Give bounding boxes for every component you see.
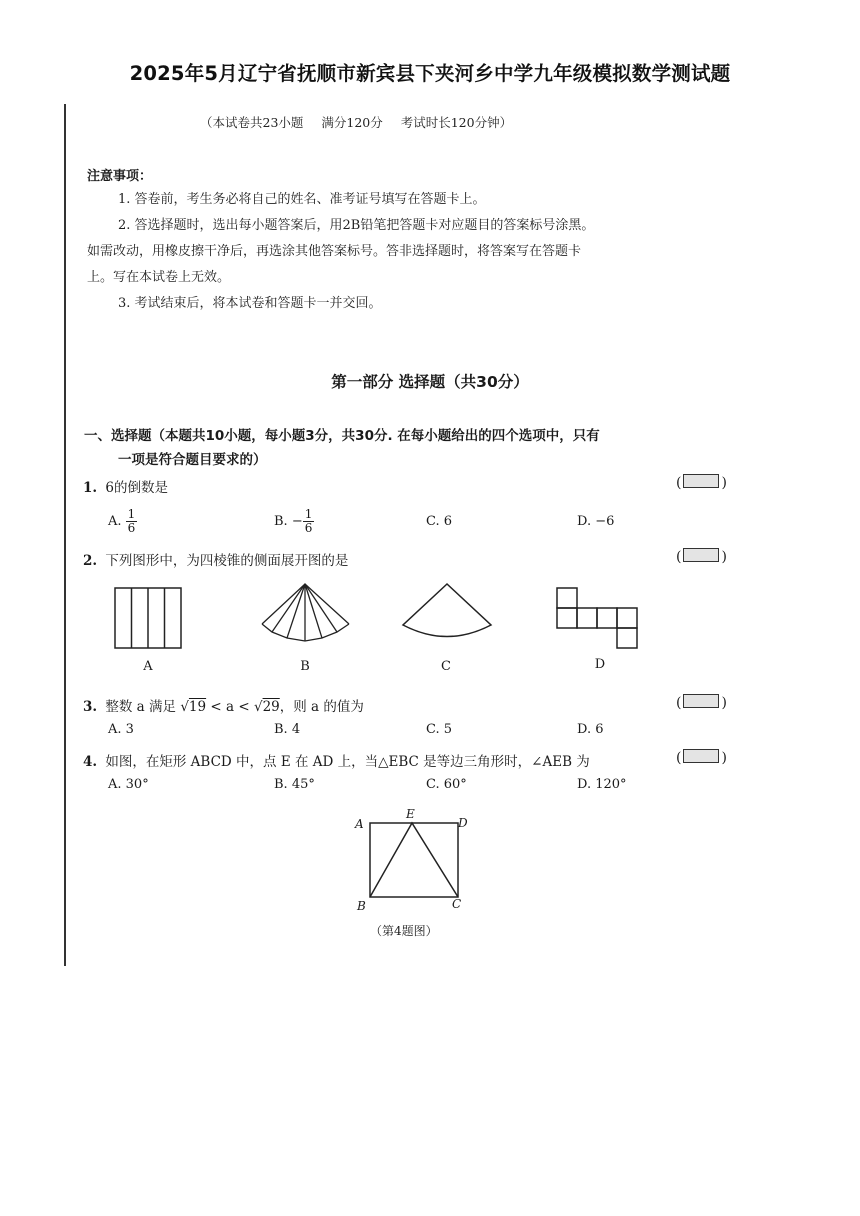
radicand: 29 — [262, 699, 280, 715]
answer-blank[interactable] — [683, 548, 719, 562]
fraction: $\frac{1}{6}$ — [304, 507, 313, 535]
figure-d-squares — [557, 588, 637, 648]
figure-label-b: B — [300, 659, 310, 674]
exam-info — [200, 113, 526, 131]
question-number: 4. — [83, 754, 98, 770]
question-text: 6的倒数是 — [105, 480, 168, 496]
answer-blank[interactable] — [683, 694, 719, 708]
option-3d: D. 6 — [577, 722, 604, 737]
answer-box-3[interactable]: ( ) — [676, 695, 727, 711]
question-4-figure — [360, 815, 470, 900]
option-4d: D. 120° — [577, 777, 627, 792]
answer-blank[interactable] — [683, 749, 719, 763]
note-line-4: 上。写在本试卷上无效。 — [87, 270, 231, 285]
question-2-figures — [0, 580, 860, 656]
page-title: 2025年5月辽宁省抚顺市新宾县下夹河乡中学九年级模拟数学测试题 — [129, 62, 731, 85]
question-text: 如图，在矩形 ABCD 中，点 E 在 AD 上，当△EBC 是等边三角形时，∠AEB 为 — [105, 754, 590, 770]
vertex-c-label: C — [452, 897, 462, 911]
radicand: 19 — [188, 699, 207, 715]
vertex-b-label: B — [357, 899, 366, 913]
question-number: 3. — [83, 699, 98, 715]
figure-label-d: D — [594, 657, 606, 672]
question-2 — [83, 549, 348, 569]
note-line-1: 1. 答卷前，考生务必将自己的姓名、准考证号填写在答题卡上。 — [118, 192, 486, 207]
margin-binding-line — [64, 104, 66, 966]
figure-c-sector — [403, 584, 491, 637]
full-score: 满分120分 — [321, 115, 383, 130]
option-1c: C. 6 — [426, 514, 453, 529]
vertex-e-label: E — [406, 807, 415, 821]
section-instruction-2: 一项是符合题目要求的） — [118, 452, 267, 468]
note-line-5: 3. 考试结束后，将本试卷和答题卡一并交回。 — [118, 296, 382, 311]
option-4b: B. 45° — [274, 777, 315, 792]
answer-box-4[interactable]: ( ) — [676, 750, 727, 766]
answer-box-2[interactable]: ( ) — [676, 549, 727, 565]
vertex-d-label: D — [458, 816, 468, 830]
option-1a: A. $\frac{1}{6}$ — [108, 507, 136, 535]
option-3c: C. 5 — [426, 722, 453, 737]
section-title: 第一部分 选择题（共30分） — [331, 373, 529, 391]
option-1b: B. − $\frac{1}{6}$ — [274, 507, 313, 535]
option-4a: A. 30° — [108, 777, 149, 792]
section-instruction-1: 一、选择题（本题共10小题，每小题3分，共30分. 在每小题给出的四个选项中，只有 — [84, 428, 600, 444]
option-3a: A. 3 — [108, 722, 134, 737]
option-3b: B. 4 — [274, 722, 301, 737]
option-1d: D. −6 — [577, 514, 615, 529]
question-number: 1. — [83, 480, 98, 496]
option-4c: C. 60° — [426, 777, 467, 792]
question-4 — [83, 750, 590, 770]
question-number: 2. — [83, 553, 98, 569]
question-3: 3. 整数 a 满足 √19 < a < √29，则 a 的值为 — [83, 699, 364, 715]
answer-blank[interactable] — [683, 474, 719, 488]
figure-label-c: C — [441, 659, 451, 674]
figure-caption: （第4题图） — [370, 924, 438, 938]
note-line-2: 2. 答选择题时，选出每小题答案后，用2B铅笔把答题卡对应题目的答案标号涂黑。 — [118, 218, 595, 233]
question-text: 下列图形中，为四棱锥的侧面展开图的是 — [105, 553, 349, 569]
answer-box-1[interactable]: ( ) — [676, 475, 727, 491]
question-1 — [83, 476, 168, 496]
fraction: $\frac{1}{6}$ — [127, 507, 136, 535]
vertex-a-label: A — [355, 817, 364, 831]
figure-a-rectangles — [115, 588, 181, 648]
figure-label-a: A — [143, 659, 153, 674]
exam-duration: 考试时长120分钟） — [400, 115, 513, 130]
note-line-3: 如需改动，用橡皮擦干净后，再选涂其他答案标号。答非选择题时，将答案写在答题卡 — [87, 244, 582, 259]
notes-heading: 注意事项： — [87, 169, 153, 184]
figure-b-triangles — [262, 584, 349, 641]
question-count: （本试卷共23小题 — [200, 115, 304, 130]
